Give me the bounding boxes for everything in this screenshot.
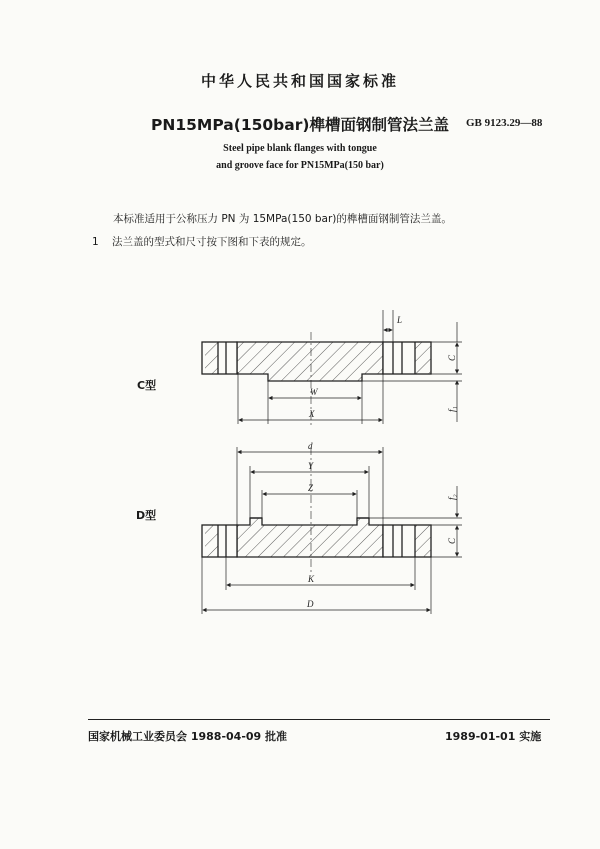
dim-Z: Z — [308, 483, 314, 493]
english-title-line1: Steel pipe blank flanges with tongue — [223, 143, 377, 154]
standard-title: PN15MPa(150bar)榫槽面钢制管法兰盖 — [151, 116, 449, 134]
dim-W: W — [310, 387, 318, 397]
type-c-label: C型 — [137, 379, 157, 392]
dim-C-type-d: C — [447, 537, 457, 544]
type-d-label: D型 — [136, 509, 157, 522]
dim-f1: f₁ — [447, 406, 457, 412]
dim-f2: f₂ — [447, 494, 457, 500]
clause-number: 1 — [92, 236, 99, 248]
national-standard-heading: 中华人民共和国国家标准 — [200, 72, 399, 90]
dim-C-type-c: C — [447, 354, 457, 361]
dim-d: d — [308, 441, 313, 451]
footer-rule — [88, 719, 550, 720]
dim-K: K — [308, 574, 315, 584]
implementation-date: 1989-01-01 实施 — [445, 730, 542, 743]
type-c-drawing — [202, 310, 462, 428]
approval-note: 国家机械工业委员会 1988-04-09 批准 — [88, 730, 288, 743]
standard-number: GB 9123.29—88 — [466, 117, 543, 129]
dim-D: D — [307, 599, 314, 609]
dim-Y: Y — [308, 461, 314, 471]
scope-paragraph: 本标准适用于公称压力 PN 为 15MPa(150 bar)的榫槽面钢制管法兰盖。 — [113, 213, 452, 225]
clause-text: 法兰盖的型式和尺寸按下图和下表的规定。 — [112, 236, 312, 248]
dim-X: X — [309, 409, 315, 419]
english-title-line2: and groove face for PN15MPa(150 bar) — [216, 160, 384, 171]
type-d-drawing — [202, 447, 462, 614]
dim-L: L — [397, 315, 403, 325]
